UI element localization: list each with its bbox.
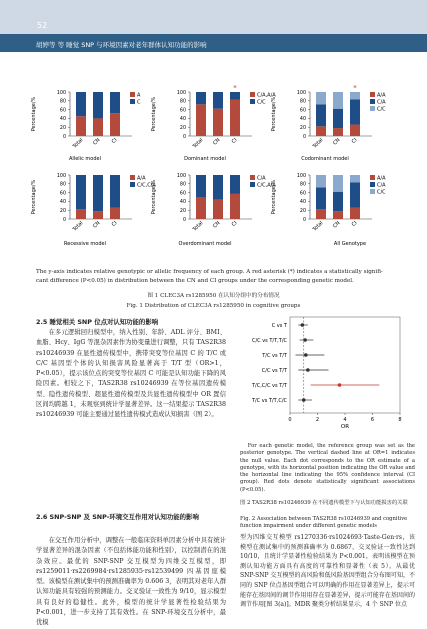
legend-label: C/A,A/A [257,92,276,99]
x-tick-label: CN [212,137,222,147]
figure-2-legend-text: For each genetic model, the reference group was set as the posterior genotype. The vertical dashed line at OR=1 indicates the null value. Each dot corresponds to the OR estimate of a genotype, with its horizontal position indicating the OR value and the horizontal line indicating the 95% confidence interval (CI group). Red dots denote statistically significant associations (P<0.05). [240,443,415,493]
section-2-5-body [36,328,226,421]
bar-segment [350,175,360,182]
y-tick-label: 100 [56,173,66,179]
bar-panel-recessive [31,173,156,247]
x-tick-label: 8 [398,417,402,423]
y-tick-label: 20 [179,209,186,214]
bar-segment [110,208,120,219]
bar-segment [196,175,206,197]
y-axis-label: Percentage/% [31,179,37,215]
y-axis-label: Percentage/% [31,96,37,132]
forest-row-label: T/C vs T/T [262,352,287,359]
bar-segment [333,175,343,192]
bar-segment [213,109,223,136]
y-tick-label: 80 [179,99,186,105]
bar-segment [213,200,223,219]
legend-label: C [137,99,141,106]
y-tick-label: 100 [296,90,306,96]
bar-segment [350,125,360,136]
bar-segment [76,92,86,116]
running-head: 胡婷等 等 睡觉 SNP 与环境因素对老年群体认知功能的影响 [36,41,207,49]
x-tick-label: CN [332,220,342,230]
y-axis-label: Percentage/% [271,96,277,132]
y-tick-label: 0 [302,134,306,140]
forest-row-label: C/C vs T/T [261,367,287,374]
y-tick-label: 60 [59,108,66,114]
legend-label: C/A [377,182,386,189]
legend-swatch [250,92,255,97]
bar-panel-overdominant [151,173,276,247]
bar-segment [196,92,206,104]
x-tick-label: 4 [343,417,347,423]
x-axis-label: OR [340,424,350,430]
forest-frame [290,317,400,413]
figure-1-title-cn: 图 1 CLEC3A rs1285950 在认知分组中的分布情况 [147,293,280,299]
y-tick-label: 20 [299,126,306,131]
panel-title: Recessive model [64,241,106,247]
legend-swatch [250,175,255,180]
significance-star: * [353,84,357,92]
bar-panel-genotype [271,173,386,247]
y-tick-label: 20 [59,126,66,131]
legend-label: C/A [257,175,266,182]
y-tick-label: 40 [59,200,66,206]
legend-swatch [370,175,375,180]
legend-swatch [130,99,135,104]
x-tick-label: Total [191,220,205,233]
bar-segment [316,126,326,136]
x-tick-label: CI [350,137,359,145]
legend-label: A/A [377,175,386,182]
bar-segment [76,209,86,219]
legend-label: C/C,A/A [257,182,276,189]
panel-title: Overdominant model [178,241,232,247]
bar-segment [230,99,240,136]
or-point [338,383,342,387]
y-tick-label: 40 [59,117,66,123]
page-header-top-band [0,0,427,34]
bar-segment [110,175,120,208]
figure-1-title-en: Fig. 1 Distribution of CLEC3A rs1285950 in cognitive groups [126,303,301,309]
x-tick-label: Total [311,137,325,150]
legend-label: C/A [377,99,386,106]
y-tick-label: 0 [302,217,306,223]
section-2-5-paragraph: 在多元逻辑回归模型中，纳入性别、年龄、ADL 评分、BMI、血脂、Hcy、IgG 等混杂因素作为协变量进行调整，只有 TAS2R38 rs10246939 在显性遗传模型中，携带突变等位基因 C 的 T/C 或 C/C 基因型个体的认知损害风险显著高于 T/T 型（OR>1，P<0.05），提示该位点的突变等位基因 C 可能是认知功能下降的风险因素。相较之下，TAS2R38 rs10246939 在等位基因遗传模型、隐性遗传模型、超显性遗传模型及共显性遗传模型中 OR 置信区间均跨越 1，未观察到统计学显著差异。这一结果提示 TAS2R38 rs10246939 可能主要通过显性遗传模式造成认知损害（图 2）。 [36,329,226,419]
bar-segment [333,211,343,219]
legend-label: A [137,92,141,99]
y-tick-label: 60 [299,191,306,197]
x-tick-label: CI [350,220,359,228]
y-tick-label: 20 [59,209,66,214]
y-tick-label: 0 [62,134,66,140]
bar-segment [196,104,206,136]
legend-swatch [370,189,375,194]
bar-segment [333,192,343,211]
or-point [303,338,307,342]
y-tick-label: 60 [179,191,186,197]
bar-segment [333,128,343,136]
section-2-6-heading: 2.6 SNP-SNP 及 SNP-环境交互作用对认知功能的影响 [36,513,199,521]
bar-segment [110,113,120,136]
legend-label: A/A [137,175,146,182]
y-axis-label: Percentage/% [271,179,277,215]
legend-swatch [250,99,255,104]
y-tick-label: 20 [179,126,186,131]
bar-panel-allelic [31,90,141,162]
bar-segment [333,92,343,109]
x-tick-label: Total [191,137,205,150]
bar-segment [316,209,326,219]
forest-row-label: C/C vs T/T,T/C [251,337,287,344]
bar-segment [76,175,86,209]
bar-segment [93,92,103,118]
x-tick-label: CN [212,220,222,230]
section-2-5-heading: 2.5 睡觉相关 SNP 位点对认知功能的影响 [36,318,159,326]
x-tick-label: 6 [370,417,375,423]
bar-segment [110,92,120,113]
panel-title: Allelic model [69,156,101,162]
y-tick-label: 0 [182,134,186,140]
x-tick-label: Total [71,220,85,233]
bar-segment [93,175,103,211]
bar-segment [213,175,223,200]
bar-segment [230,92,240,99]
legend-swatch [130,175,135,180]
bar-segment [76,116,86,136]
y-tick-label: 80 [59,99,66,105]
x-tick-label: Total [311,220,325,233]
section-2-6-paragraph: 在交互作用分析中，调整在一般临床资料单因素分析中具有统计学显著差异的混杂因素（不包括体能功能和性别），以控制潜在的混杂效应。最优的 SNP-SNP 交互模型为四维交互模型，即 rs1259011·rs2269984·rs1285935·rs12539499 四基因座模型。该模型在测试集中的预测准确率为 0.606 3，表明其对老年人群认知功能具有较强的预测能力。交叉验证一致性为 9/10，显示模型具有良好的稳健性。此外，模型的统计学显著性检验结果为 P<0.001，进一步支持了其有效性。在 SNP-环境交互分析中，最优模 [36,537,226,627]
legend-swatch [370,106,375,111]
x-tick-label: CN [92,137,102,147]
legend-swatch [370,182,375,187]
page-number: 52 [37,21,48,30]
legend-swatch [370,99,375,104]
bar-segment [316,104,326,126]
y-tick-label: 80 [299,99,306,105]
y-tick-label: 60 [59,191,66,197]
y-tick-label: 60 [299,108,306,114]
right-column-body [240,533,415,609]
panel-title: Codominant model [301,156,349,162]
legend-swatch [250,182,255,187]
bar-segment [230,175,240,194]
x-tick-label: 2 [315,417,320,423]
x-tick-label: 0 [288,417,292,423]
x-tick-label: CI [110,220,119,228]
bar-panel-codominant [271,84,386,162]
or-point [306,368,310,372]
y-tick-label: 20 [299,209,306,214]
forest-row-label: C vs T [271,322,287,329]
bar-segment [196,197,206,219]
y-tick-label: 40 [299,117,306,123]
bar-segment [213,92,223,109]
or-point [302,398,306,402]
significance-star: * [233,84,237,92]
figure-2-title-en: Fig. 2 Association between TAS2R38 rs10246939 and cognitive function impairment under different genetic models [240,516,408,530]
x-tick-label: Total [71,137,85,150]
figure-2-title-cn: 图 2 TAS2R38 rs10246939 在不同遗传模型下与认知功能损害的关联 [240,500,408,506]
legend-swatch [130,182,135,187]
forest-row-label: T/C,C/C vs T/T [251,382,287,389]
y-tick-label: 100 [176,173,186,179]
legend-label: C/C [377,106,386,113]
bar-segment [230,194,240,219]
y-tick-label: 100 [176,90,186,96]
y-tick-label: 80 [299,182,306,188]
bar-segment [350,208,360,219]
bar-segment [316,92,326,104]
y-tick-label: 80 [179,182,186,188]
figure-1-caption-line-2: cant difference (P<0.05) in distribution between the CN and CI groups under the corresponding genetic model. [36,278,354,284]
panel-title: Dominant model [184,156,226,162]
y-tick-label: 60 [179,108,186,114]
legend-label: C/C [257,99,266,106]
x-tick-label: CI [230,220,239,228]
bar-segment [350,99,360,124]
y-tick-label: 40 [179,200,186,206]
y-tick-label: 40 [299,200,306,206]
bar-segment [333,109,343,128]
x-tick-label: CI [110,137,119,145]
bar-segment [93,118,103,136]
legend-label: A/A [377,92,386,99]
y-axis-label: Percentage/% [151,96,157,132]
y-tick-label: 80 [59,182,66,188]
legend-label: C/C,C/A [137,182,156,189]
x-tick-label: CN [332,137,342,147]
legend-swatch [370,92,375,97]
figure-2-forest-plot [240,315,410,440]
figure-1-caption-line-1: The y-axis indicates relative genotypic or allelic frequency of each group. A red asterisk (*) indicates a statistically signifi- [36,269,383,275]
bar-segment [316,175,326,187]
bar-segment [350,182,360,207]
x-tick-label: CN [92,220,102,230]
or-point [304,353,308,357]
bar-panel-dominant [151,84,276,162]
y-tick-label: 0 [182,217,186,223]
bar-segment [93,211,103,219]
bar-segment [350,92,360,99]
or-point [301,323,305,327]
y-tick-label: 100 [56,90,66,96]
y-tick-label: 100 [296,173,306,179]
legend-label: C/C [377,189,386,196]
forest-row-label: T/C vs T/T,C/C [251,397,287,404]
y-tick-label: 0 [62,217,66,223]
legend-swatch [130,92,135,97]
x-tick-label: CI [230,137,239,145]
y-tick-label: 40 [179,117,186,123]
section-2-6-body [36,536,226,627]
panel-title: All Genotype [333,241,367,247]
y-axis-label: Percentage/% [151,179,157,215]
right-column-paragraph: 型为四维交互模型 rs1270336·rs1024693·Taste-Gen·rs，该模型在测试集中的预测准确率为 0.6867，交叉验证一致性达到 10/10，且统计学显著性检验结果为 P<0.001，表明该模型在预测认知功能方面具有高度的可靠性和显著性（表 5）。从最优 SNP-SNP 交互模型的高风险和低风险基因型组合分布图可知，不同的 SNP 位点基因型组合可以明确的作用在显著差异上，提示可能存在基因间的调节作用用存在显著差异，提示可能存在基因间的调节作用[图 3(a)]。MDR 聚类分析结果显示，4 个 SNP 位点 [240,534,415,609]
bar-segment [316,187,326,209]
